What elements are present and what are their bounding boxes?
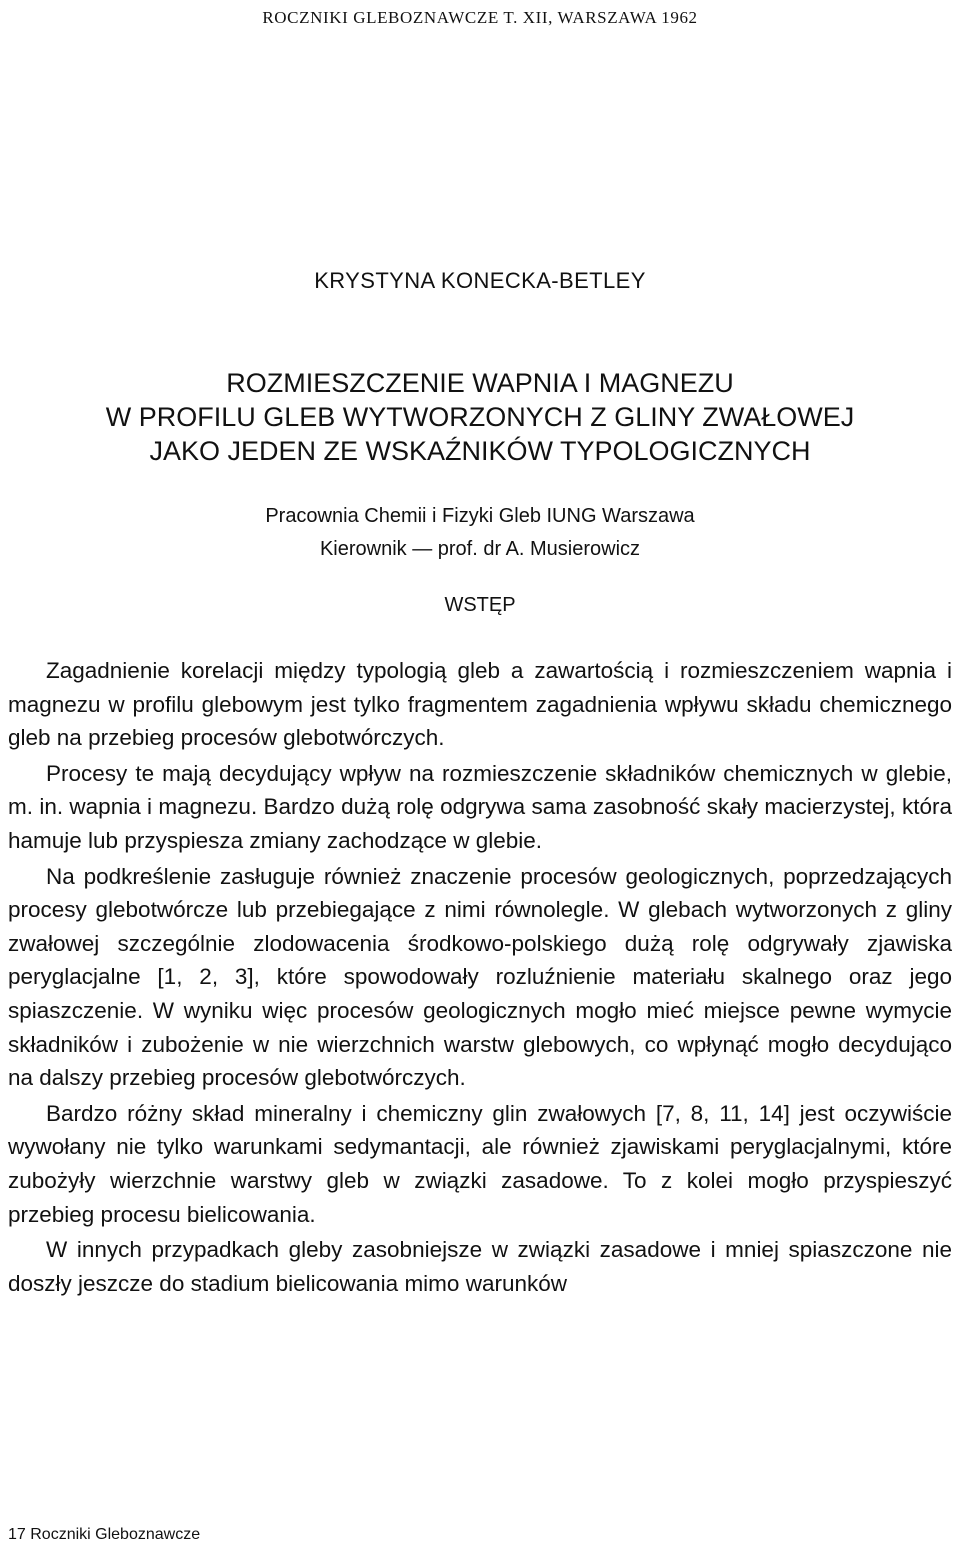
author-name: KRYSTYNA KONECKA-BETLEY	[314, 268, 646, 293]
article-title	[0, 366, 960, 468]
section-heading: WSTĘP	[444, 594, 516, 616]
paragraph: Na podkreślenie zasługuje również znaczenie procesów geologicznych, poprzedzających procesy glebotwórcze lub przebiegające z nimi równolegle. W glebach wytworzonych z gliny zwałowej szczególnie zlodowacenia środkowo-polskiego dużą rolę odgrywały zjawiska peryglacjalne [1, 2, 3], które spowodowały rozluźnienie materiału skalnego oraz jego spiaszczenie. W wyniku więc procesów geologicznych mogło mieć miejsce pewne wymycie składników i zubożenie w nie wierzchnich warstw glebowych, co wpłynąć mogło decydująco na dalszy przebieg procesów glebotwórczych.	[8, 863, 952, 1091]
paragraph: Zagadnienie korelacji między typologią gleb a zawartością i rozmieszczeniem wapnia i magnezu w profilu glebowym jest tylko fragmentem zagadnienia wpływu składu chemicznego gleb na przebieg procesów glebotwórczych.	[8, 658, 952, 751]
affiliation-institution: Pracownia Chemii i Fizyki Gleb IUNG Warszawa	[265, 505, 695, 527]
running-header: ROCZNIKI GLEBOZNAWCZE T. XII, WARSZAWA 1962	[262, 8, 698, 27]
paragraph: Bardzo różny skład mineralny i chemiczny glin zwałowych [7, 8, 11, 14] jest oczywiście wywołany nie tylko warunkami sedymantacji, ale również zjawiskami peryglacjalnymi, które zubożyły wierzchnie warstwy gleb w związki zasadowe. To z kolei mogło przyspieszyć przebieg procesu bielicowania.	[8, 1100, 952, 1227]
affiliation-director: Kierownik — prof. dr A. Musierowicz	[319, 538, 641, 560]
footer-signature: 17 Roczniki Gleboznawcze	[8, 1526, 201, 1543]
paragraph: Procesy te mają decydujący wpływ na rozmieszczenie składników chemicznych w glebie, m. in. wapnia i magnezu. Bardzo dużą rolę odgrywa sama zasobność skały macierzystej, która hamuje lub przyspiesza zmiany zachodzące w glebie.	[8, 760, 952, 853]
body-text	[8, 654, 952, 1300]
affiliation	[0, 500, 960, 566]
paragraph: W innych przypadkach gleby zasobniejsze w związki zasadowe i mniej spiaszczone nie doszły jeszcze do stadium bielicowania mimo warunków	[8, 1237, 952, 1296]
title-line: W PROFILU GLEB WYTWORZONYCH Z GLINY ZWAŁOWEJ	[105, 402, 855, 432]
title-line: JAKO JEDEN ZE WSKAŹNIKÓW TYPOLOGICZNYCH	[149, 436, 811, 466]
title-line: ROZMIESZCZENIE WAPNIA I MAGNEZU	[226, 368, 734, 398]
